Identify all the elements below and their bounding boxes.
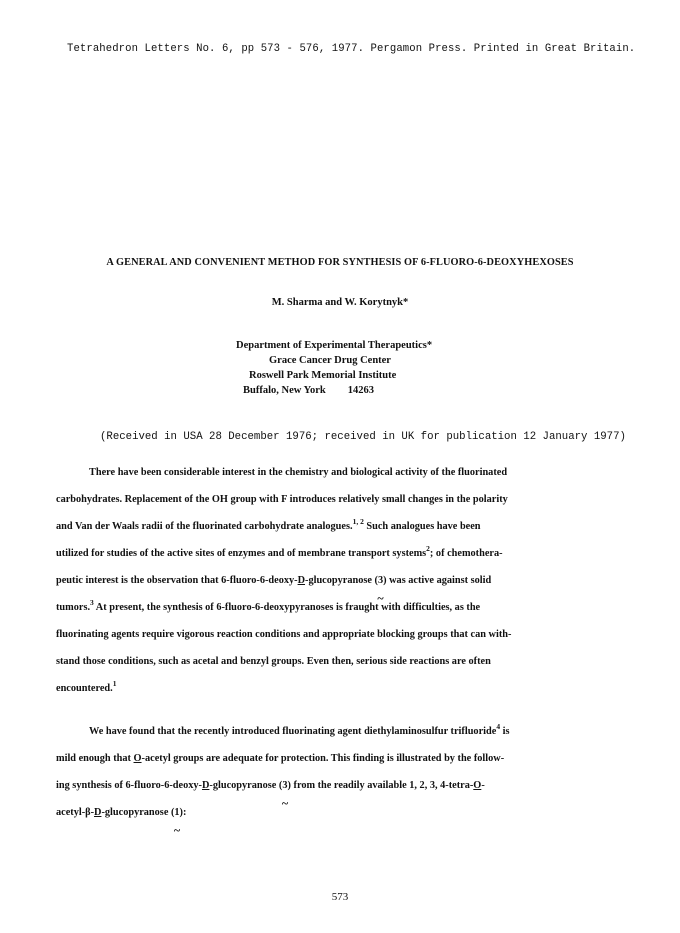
compound-number: 3 ~ [378, 567, 383, 594]
page-number: 573 [331, 891, 349, 903]
affiliation-city: Buffalo, New York [243, 385, 326, 396]
text-line: utilized for studies of the active sites of enzymes and of membrane transport systems$^2$; of chemothera- [56, 544, 503, 559]
d-configuration: D [297, 575, 306, 586]
text-line: mild enough that O-acetyl groups are adequate for protection. This finding is illustrated by the follow- [56, 753, 505, 764]
text-line: tumors.$^3$ At present, the synthesis of 6-fluoro-6-deoxypyranoses is fraught with difficulties, as the [56, 598, 481, 613]
citation-superscript: 2 [426, 544, 430, 553]
affiliation-center: Grace Cancer Drug Center [269, 355, 391, 366]
text-line: fluorinating agents require vigorous reaction conditions and appropriate blocking groups that can with- [56, 629, 512, 640]
compound-number: 3 ~ [282, 772, 287, 799]
citation-superscript: 1, 2 [352, 517, 364, 526]
affiliation [236, 338, 432, 398]
text-line: stand those conditions, such as acetal and benzyl groups. Even then, serious side reactions are often [56, 656, 491, 667]
authors: M. Sharma and W. Korytnyk* [271, 297, 409, 308]
text-line: encountered.$^1$ [56, 679, 117, 694]
text-line: We have found that the recently introduced fluorinating agent diethylaminosulfur trifluoride$^4$ is [89, 722, 510, 737]
text-line: peutic interest is the observation that 6-fluoro-6-deoxy-D-glucopyranose (3 ~) was active against solid [56, 567, 606, 594]
o-prefix: O [473, 780, 482, 791]
running-header: Tetrahedron Letters No. 6, pp 573 - 576, 1977. Pergamon Press. Printed in Great Britain. [67, 43, 636, 55]
text-line: There have been considerable interest in the chemistry and biological activity of the fluorinated [89, 467, 508, 478]
citation-superscript: 1 [112, 679, 117, 688]
text-line: carbohydrates. Replacement of the OH group with F introduces relatively small changes in the polarity [56, 494, 508, 505]
text-line: ing synthesis of 6-fluoro-6-deoxy-D-glucopyranose (3 ~) from the readily available 1, 2, 3, 4-tetra-O- [56, 772, 606, 799]
citation-superscript: 4 [496, 722, 501, 731]
o-prefix: O [133, 753, 142, 764]
paragraph-intro [56, 459, 606, 702]
affiliation-department: Department of Experimental Therapeutics* [236, 340, 433, 351]
citation-superscript: 3 [90, 598, 94, 607]
affiliation-institute: Roswell Park Memorial Institute [249, 370, 397, 381]
compound-number: 1 ~ [174, 799, 179, 826]
received-line: (Received in USA 28 December 1976; received in UK for publication 12 January 1977) [100, 431, 626, 443]
text-line: and Van der Waals radii of the fluorinated carbohydrate analogues.$^{1, 2}$ Such analogues have been [56, 517, 481, 532]
affiliation-zip: 14263 [347, 385, 374, 396]
d-configuration: D [201, 780, 210, 791]
text-line: acetyl-β-D-glucopyranose (1 ~): [56, 799, 606, 826]
affiliation-address [243, 383, 432, 398]
d-configuration: D [94, 807, 102, 818]
paper-title: A GENERAL AND CONVENIENT METHOD FOR SYNTHESIS OF 6-FLUORO-6-DEOXYHEXOSES [106, 257, 574, 268]
paragraph-method [56, 718, 606, 826]
